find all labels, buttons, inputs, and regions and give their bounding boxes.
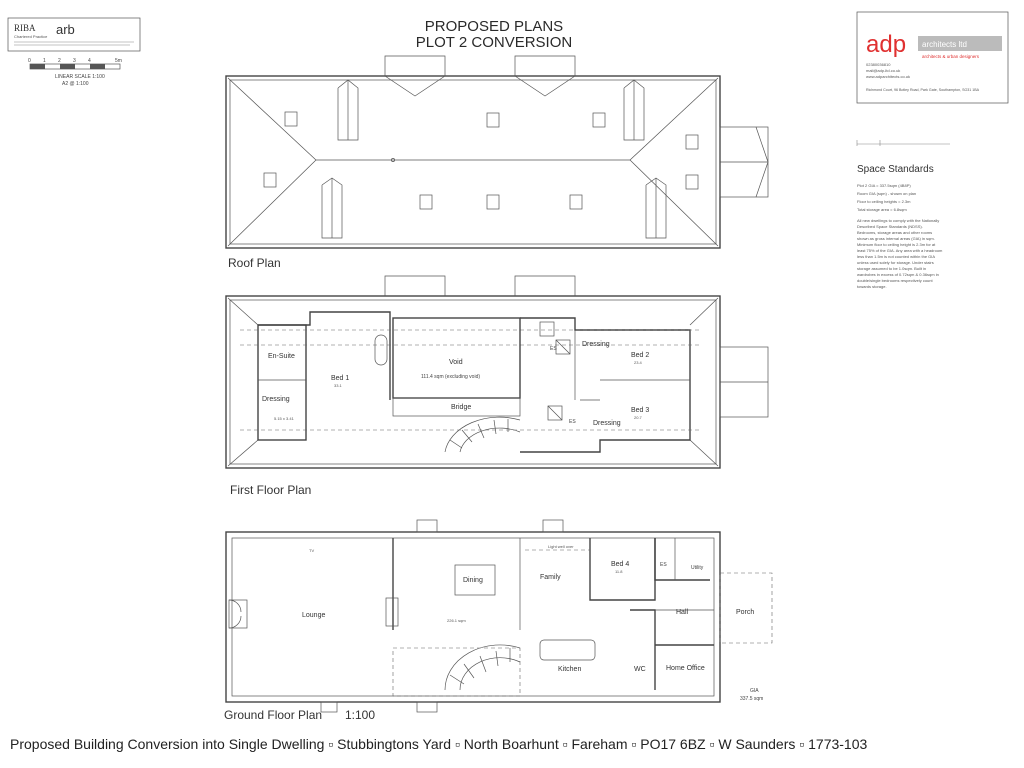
riba-subtitle: Chartered Practice xyxy=(14,34,48,39)
logo-company-name: architects ltd xyxy=(922,40,967,49)
logo-tagline: architects & urban designers xyxy=(922,54,980,59)
space-standard-note: wardrobes in excess of 0.72sqm & 0.36sqm in xyxy=(857,272,939,277)
space-standard-note: unless used solely for storage. Under stairs xyxy=(857,260,934,265)
space-standards xyxy=(857,164,943,289)
riba-arb-block xyxy=(8,18,140,51)
room-en-suite-bed4: ES xyxy=(660,562,667,568)
room-bed2: Bed 2 xyxy=(631,352,650,359)
space-standard-note: storage assumed to be 1.0sqm. Built in xyxy=(857,266,927,271)
scale-tick-5: 5m xyxy=(115,58,122,64)
room-bed3: Bed 3 xyxy=(631,407,650,414)
logo-address: Richmond Court, 96 Botley Road, Park Gate, Southampton, SO31 1BA xyxy=(866,88,980,92)
room-en-suite-bed2: ES xyxy=(550,346,557,352)
logo-website: www.adparchitects.co.uk xyxy=(866,74,911,79)
room-bed4-area: 11.8 xyxy=(615,569,623,574)
bridge-label: Bridge xyxy=(451,404,472,411)
space-standard-line: Floor to ceiling heights = 2.3m xyxy=(857,199,911,204)
scale-paper-label: A2 @ 1:100 xyxy=(62,81,89,87)
scale-tick-2: 2 xyxy=(58,58,61,64)
roof-plan-label: Roof Plan xyxy=(228,256,281,270)
adp-logo-block xyxy=(857,12,1008,103)
light-well-label: Light well over xyxy=(548,544,574,549)
room-bed3-area: 20.7 xyxy=(634,415,642,420)
room-dressing-bed3: Dressing xyxy=(593,420,621,427)
logo-email: mail@adp-ltd.co.uk xyxy=(866,68,901,73)
room-dressing-bed1: Dressing xyxy=(262,396,290,403)
room-bed4: Bed 4 xyxy=(611,561,630,568)
space-standard-note: shown as gross internal areas (GIA) in sqm. xyxy=(857,236,935,241)
project-footer: Proposed Building Conversion into Single Dwelling ▫ Stubbingtons Yard ▫ North Boarhunt ▫ Fareham ▫ PO17 6BZ ▫ W Saunders ▫ 1773-103 xyxy=(10,736,868,752)
room-porch: Porch xyxy=(736,609,755,616)
room-kitchen: Kitchen xyxy=(558,666,582,673)
void-label: Void xyxy=(449,359,463,366)
room-home-office: Home Office xyxy=(666,665,705,672)
first-floor-plan xyxy=(226,276,768,497)
ground-floor-plan xyxy=(224,520,772,722)
space-standard-note: less than 1.5m is not counted within the GIA xyxy=(857,254,936,259)
adp-logo: adp xyxy=(866,31,907,58)
room-bed2-area: 23.4 xyxy=(634,360,642,365)
room-dressing-bed1-size: 5.15 x 3.41 xyxy=(274,416,294,421)
ground-floor-area: 226.1 sqm xyxy=(447,618,466,623)
room-bed1: Bed 1 xyxy=(331,375,350,382)
room-en-suite: En-Suite xyxy=(268,353,295,360)
arb-logo: arb xyxy=(56,22,75,37)
space-standard-note: Described Space Standards (NDSS). xyxy=(857,224,923,229)
room-lounge: Lounge xyxy=(302,612,326,619)
space-standard-note: All new dwellings to comply with the Nationally xyxy=(857,218,940,223)
space-standard-note: Minimum floor to ceiling height is 2.3m for at xyxy=(857,242,936,247)
scale-label: LINEAR SCALE 1:100 xyxy=(55,74,105,80)
scale-tick-0: 0 xyxy=(28,58,31,64)
tv-label: TV xyxy=(309,548,315,553)
space-standard-line: Plot 2 GIA = 337.5sqm (4B8P) xyxy=(857,183,911,188)
drawing-title: PROPOSED PLANS xyxy=(424,18,564,35)
room-dressing-bed2: Dressing xyxy=(582,341,610,348)
ground-floor-plan-label: Ground Floor Plan xyxy=(224,708,323,722)
first-floor-plan-label: First Floor Plan xyxy=(230,483,312,497)
space-standards-title: Space Standards xyxy=(857,164,934,175)
scale-tick-3: 3 xyxy=(73,58,76,64)
room-utility: Utility xyxy=(691,565,704,571)
gia-label: GIA xyxy=(750,688,759,694)
space-standard-note: towards storage. xyxy=(857,284,887,289)
gia-value: 337.5 sqm xyxy=(740,696,764,702)
space-standard-line: Room GIA (sqm) - shown on plan xyxy=(857,191,917,196)
space-standard-note: least 75% of the GIA. Any area with a headroom xyxy=(857,248,943,253)
scale-bar xyxy=(28,58,122,87)
space-standard-note: double/single bedrooms respectively count xyxy=(857,278,933,283)
room-wc: WC xyxy=(634,666,646,673)
roof-plan xyxy=(226,56,768,270)
room-family: Family xyxy=(540,574,561,581)
drawing-subtitle: PLOT 2 CONVERSION xyxy=(415,34,573,51)
scale-tick-4: 4 xyxy=(88,58,91,64)
logo-telephone: 02380036810 xyxy=(866,62,891,67)
ground-floor-scale: 1:100 xyxy=(345,708,376,722)
scale-tick-1: 1 xyxy=(43,58,46,64)
first-floor-area: 111.4 sqm (excluding void) xyxy=(421,374,481,380)
space-standard-note: Bedrooms, storage areas and other rooms xyxy=(857,230,933,235)
room-en-suite-bed3: ES xyxy=(569,419,576,425)
riba-logo: RIBA xyxy=(14,23,36,33)
room-bed1-area: 33.1 xyxy=(334,383,342,388)
room-hall: Hall xyxy=(676,609,689,616)
room-dining: Dining xyxy=(463,577,483,584)
space-standard-line: Total storage area = 6.8sqm xyxy=(857,207,907,212)
